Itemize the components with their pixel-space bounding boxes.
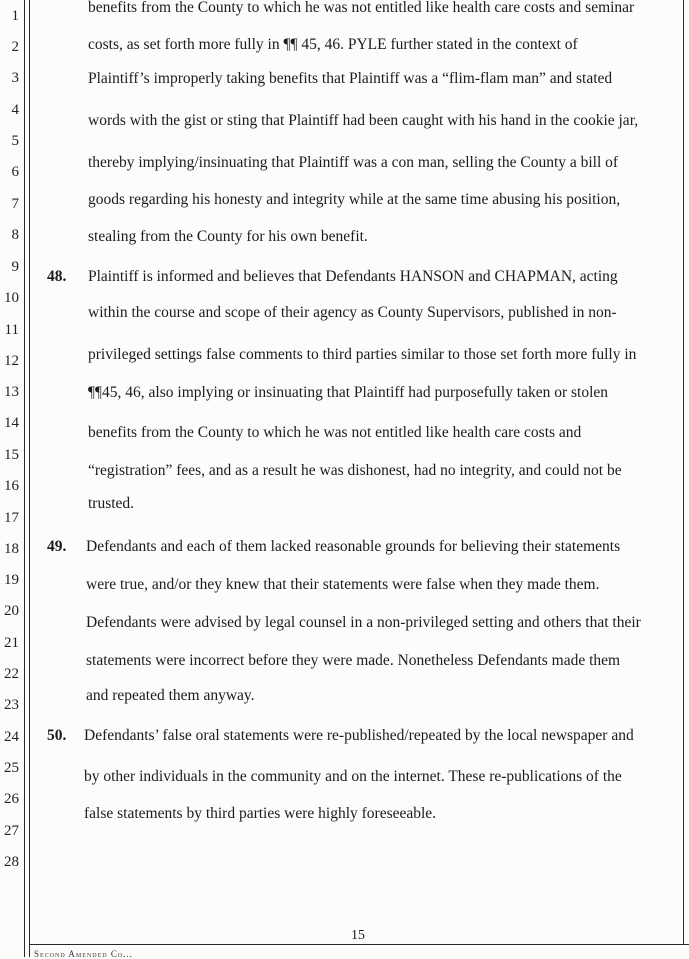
line-number: 13 [4, 384, 19, 400]
paragraph-text-line: words with the gist or sting that Plaintiff had been caught with his hand in the cookie jar, [88, 112, 639, 129]
paragraph-text-line: Defendants were advised by legal counsel in a non-privileged setting and others that their [86, 614, 641, 631]
line-number: 28 [4, 854, 19, 870]
paragraph-text-line: ¶¶45, 46, also implying or insinuating that Plaintiff had purposefully taken or stolen [88, 384, 609, 401]
paragraph-text-line: were true, and/or they knew that their statements were false when they made them. [86, 576, 600, 593]
line-number: 26 [4, 791, 19, 807]
line-number: 2 [11, 39, 19, 55]
margin-rule-left-inner [29, 0, 30, 957]
line-number: 21 [4, 635, 19, 651]
line-number: 3 [11, 70, 19, 86]
paragraph-text-line: Plaintiff is informed and believes that Defendants HANSON and CHAPMAN, acting [88, 268, 618, 285]
footer-rule [29, 944, 689, 945]
line-number: 8 [11, 227, 19, 243]
line-number: 4 [11, 102, 19, 118]
paragraph-number: 49. [47, 538, 67, 555]
footer-title: Second Amended Co... [34, 949, 133, 959]
paragraph-text-line: benefits from the County to which he was not entitled like health care costs and [88, 424, 582, 441]
line-number: 12 [4, 353, 19, 369]
line-number: 22 [4, 666, 19, 682]
paragraph-text-line: and repeated them anyway. [86, 687, 255, 704]
line-number: 11 [4, 322, 19, 338]
line-number: 10 [4, 290, 19, 306]
paragraph-text-line: costs, as set forth more fully in ¶¶ 45, 46. PYLE further stated in the context of [88, 36, 578, 53]
paragraph-text-line: Defendants’ false oral statements were re-published/repeated by the local newspaper and [84, 727, 634, 744]
paragraph-text-line: false statements by third parties were highly foreseeable. [84, 805, 437, 822]
paragraph-text-line: benefits from the County to which he was not entitled like health care costs and seminar [88, 0, 635, 16]
paragraph-number: 50. [47, 727, 67, 744]
line-number: 25 [4, 760, 19, 776]
line-number: 15 [4, 447, 19, 463]
paragraph-text-line: Defendants and each of them lacked reasonable grounds for believing their statements [86, 538, 621, 555]
line-number: 20 [4, 603, 19, 619]
line-number: 7 [11, 196, 19, 212]
line-number: 14 [4, 415, 19, 431]
line-number: 5 [11, 133, 19, 149]
line-number: 18 [4, 541, 19, 557]
paragraph-text-line: “registration” fees, and as a result he was dishonest, had no integrity, and could not be [88, 462, 622, 479]
paragraph-text-line: stealing from the County for his own benefit. [88, 228, 368, 245]
line-number: 6 [11, 164, 19, 180]
paragraph-text-line: goods regarding his honesty and integrity while at the same time abusing his position, [88, 191, 621, 208]
line-number: 16 [4, 478, 19, 494]
paragraph-number: 48. [47, 268, 67, 285]
paragraph-text-line: statements were incorrect before they were made. Nonetheless Defendants made them [86, 652, 621, 669]
paragraph-text-line: Plaintiff’s improperly taking benefits that Plaintiff was a “flim-flam man” and stated [88, 70, 613, 87]
paragraph-text-line: privileged settings false comments to third parties similar to those set forth more fully in [88, 346, 637, 363]
line-number: 27 [4, 823, 19, 839]
paragraph-text-line: within the course and scope of their agency as County Supervisors, published in non- [88, 304, 617, 321]
page-number: 15 [351, 928, 365, 943]
paragraph-text-line: thereby implying/insinuating that Plaintiff was a con man, selling the County a bill of [88, 154, 619, 171]
line-number: 9 [11, 259, 19, 275]
line-number: 17 [4, 510, 19, 526]
line-number: 19 [4, 572, 19, 588]
line-number: 1 [11, 8, 19, 24]
paragraph-text-line: by other individuals in the community and on the internet. These re-publications of the [84, 768, 622, 785]
margin-rule-left-outer [24, 0, 25, 957]
line-number: 24 [4, 729, 19, 745]
margin-rule-right [683, 0, 684, 945]
line-number: 23 [4, 697, 19, 713]
paragraph-text-line: trusted. [88, 495, 135, 512]
